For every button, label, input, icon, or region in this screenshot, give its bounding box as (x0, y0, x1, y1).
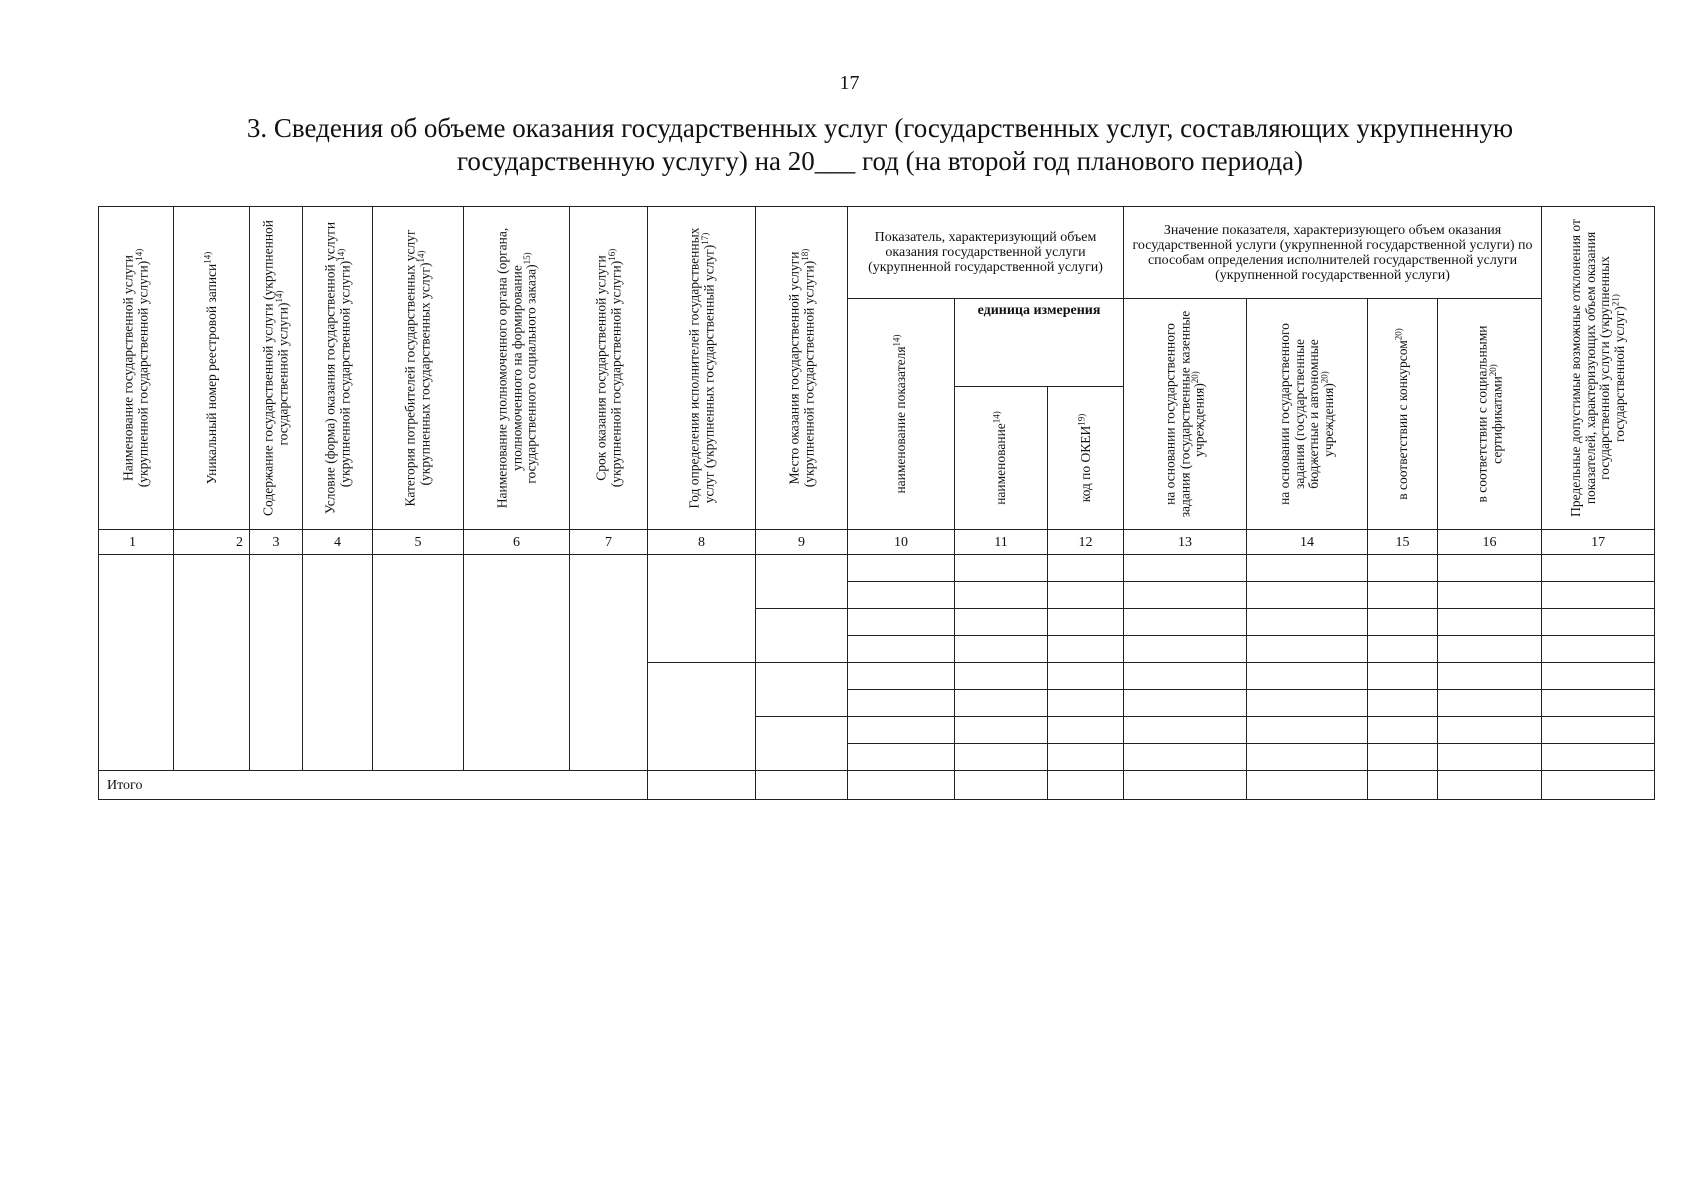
cell[interactable] (1124, 663, 1247, 690)
cell[interactable] (1542, 663, 1655, 690)
cell[interactable] (756, 771, 848, 800)
cell[interactable] (1542, 609, 1655, 636)
col-num-13: 13 (1124, 530, 1247, 555)
cell-c1[interactable] (99, 555, 174, 771)
header-c3: Содержание государственной услуги (укрупненной государственной услуги)$^{14)}$ (250, 207, 303, 530)
header-c11: наименование$^{14)}$ (955, 387, 1048, 530)
cell-c8[interactable] (648, 663, 756, 771)
col-num-12: 12 (1048, 530, 1124, 555)
cell[interactable] (1048, 717, 1124, 744)
cell[interactable] (1542, 690, 1655, 717)
cell[interactable] (848, 582, 955, 609)
col-num-16: 16 (1438, 530, 1542, 555)
header-c13: на основании государственного задания (государственные казенные учреждения)$^{20)}$ (1124, 299, 1247, 530)
cell[interactable] (848, 609, 955, 636)
cell[interactable] (848, 636, 955, 663)
cell[interactable] (1048, 663, 1124, 690)
cell[interactable] (955, 690, 1048, 717)
cell[interactable] (1438, 609, 1542, 636)
col-num-10: 10 (848, 530, 955, 555)
cell[interactable] (848, 744, 955, 771)
cell[interactable] (1124, 690, 1247, 717)
header-unit-group: единица измерения (955, 299, 1124, 387)
cell[interactable] (1542, 636, 1655, 663)
header-c14: на основании государственного задания (государственные бюджетные и автономные учреждения)$^{20)}$ (1247, 299, 1368, 530)
header-group-indicator: Показатель, характеризующий объем оказания государственной услуги (укрупненной государственной услуги) (848, 207, 1124, 299)
header-c4: Условие (форма) оказания государственной услуги (укрупненной государственной услуги)$^{14)}$ (303, 207, 373, 530)
cell[interactable] (1368, 582, 1438, 609)
cell[interactable] (648, 771, 756, 800)
section-title (180, 112, 1580, 178)
header-c6: Наименование уполномоченного органа (органа, уполномоченного на формирование государственного социального заказа)$^{15)}$ (464, 207, 570, 530)
cell[interactable] (1368, 663, 1438, 690)
col-num-17: 17 (1542, 530, 1655, 555)
title-line-2: государственную услугу) на 20___ год (на второй год планового периода) (456, 146, 1304, 176)
col-num-6: 6 (464, 530, 570, 555)
column-number-row (99, 530, 1655, 555)
cell-c9[interactable] (756, 717, 848, 771)
cell[interactable] (1368, 636, 1438, 663)
cell-c6[interactable] (464, 555, 570, 771)
cell[interactable] (848, 690, 955, 717)
cell[interactable] (1124, 609, 1247, 636)
cell[interactable] (848, 663, 955, 690)
cell[interactable] (1048, 744, 1124, 771)
cell-c3[interactable] (250, 555, 303, 771)
header-c12: код по ОКЕИ$^{19)}$ (1048, 387, 1124, 530)
cell[interactable] (955, 744, 1048, 771)
header-c9: Место оказания государственной услуги (укрупненной государственной услуги)$^{18)}$ (756, 207, 848, 530)
cell[interactable] (1247, 636, 1368, 663)
col-num-14: 14 (1247, 530, 1368, 555)
cell[interactable] (1124, 717, 1247, 744)
cell-c5[interactable] (373, 555, 464, 771)
col-num-8: 8 (648, 530, 756, 555)
col-num-4: 4 (303, 530, 373, 555)
header-c8: Год определения исполнителей государственных услуг (укрупненных государственный услуг)$^{17)}$ (648, 207, 756, 530)
table-row (99, 555, 1655, 582)
cell[interactable] (1247, 555, 1368, 582)
cell[interactable] (955, 717, 1048, 744)
header-c1: Наименование государственной услуги (укрупненной государственной услуги)$^{14)}$ (99, 207, 174, 530)
cell[interactable] (1247, 663, 1368, 690)
header-c5: Категория потребителей государственных услуг (укрупненных государственных услуг)$^{14)}$ (373, 207, 464, 530)
cell[interactable] (1247, 609, 1368, 636)
col-num-7: 7 (570, 530, 648, 555)
cell[interactable] (1368, 555, 1438, 582)
header-c10: наименование показателя$^{14)}$ (848, 299, 955, 530)
cell[interactable] (1438, 555, 1542, 582)
cell[interactable] (1247, 690, 1368, 717)
cell[interactable] (1124, 582, 1247, 609)
cell[interactable] (1247, 771, 1368, 800)
cell[interactable] (955, 555, 1048, 582)
cell[interactable] (1438, 582, 1542, 609)
cell[interactable] (955, 609, 1048, 636)
header-c17: Предельные допустимые возможные отклонения от показателей, характеризующих объем оказания государственной услуги (укрупненных государственной услуг)$^{21)}$ (1542, 207, 1655, 530)
cell[interactable] (1438, 717, 1542, 744)
cell[interactable] (848, 771, 955, 800)
title-line-1: 3. Сведения об объеме оказания государственных услуг (государственных услуг, составляющих укрупненную (246, 113, 1514, 143)
cell[interactable] (1542, 582, 1655, 609)
cell[interactable] (1368, 690, 1438, 717)
total-row (99, 771, 1655, 800)
volume-table (98, 206, 1654, 808)
cell[interactable] (1048, 582, 1124, 609)
cell[interactable] (1438, 771, 1542, 800)
cell[interactable] (1048, 771, 1124, 800)
header-c16: в соответствии с социальными сертификатами$^{20)}$ (1438, 299, 1542, 530)
cell[interactable] (1368, 744, 1438, 771)
col-num-11: 11 (955, 530, 1048, 555)
header-c7: Срок оказания государственной услуги (укрупненной государственной услуги)$^{16)}$ (570, 207, 648, 530)
cell[interactable] (1542, 771, 1655, 800)
col-num-3: 3 (250, 530, 303, 555)
cell[interactable] (955, 582, 1048, 609)
cell[interactable] (1247, 717, 1368, 744)
cell[interactable] (1368, 717, 1438, 744)
cell[interactable] (1124, 744, 1247, 771)
cell[interactable] (848, 717, 955, 744)
cell-c9[interactable] (756, 609, 848, 663)
cell[interactable] (1048, 690, 1124, 717)
cell[interactable] (1124, 771, 1247, 800)
col-num-2: 2 (174, 530, 250, 555)
cell[interactable] (1048, 609, 1124, 636)
cell[interactable] (1124, 555, 1247, 582)
cell[interactable] (955, 771, 1048, 800)
cell[interactable] (1048, 555, 1124, 582)
cell[interactable] (1438, 636, 1542, 663)
col-num-15: 15 (1368, 530, 1438, 555)
cell-c9[interactable] (756, 555, 848, 609)
cell[interactable] (955, 663, 1048, 690)
cell[interactable] (955, 636, 1048, 663)
cell[interactable] (848, 555, 955, 582)
page-number: 17 (839, 72, 860, 94)
cell[interactable] (1247, 582, 1368, 609)
cell[interactable] (1438, 690, 1542, 717)
cell[interactable] (1542, 555, 1655, 582)
cell-c9[interactable] (756, 663, 848, 717)
volume-grid (98, 206, 1655, 800)
col-num-1: 1 (99, 530, 174, 555)
col-num-5: 5 (373, 530, 464, 555)
cell-c8[interactable] (648, 555, 756, 663)
cell[interactable] (1048, 636, 1124, 663)
cell[interactable] (1542, 744, 1655, 771)
cell[interactable] (1438, 744, 1542, 771)
total-label: Итого (99, 771, 648, 800)
header-c15: в соответствии с конкурсом$^{20)}$ (1368, 299, 1438, 530)
cell[interactable] (1368, 771, 1438, 800)
cell[interactable] (1542, 717, 1655, 744)
cell-c4[interactable] (303, 555, 373, 771)
cell-c7[interactable] (570, 555, 648, 771)
cell[interactable] (1124, 636, 1247, 663)
header-group-value: Значение показателя, характеризующего объем оказания государственной услуги (укрупненной государственной услуги) по способам определения исполнителей государственной услуги (укрупненной государственной услуги) (1124, 207, 1542, 299)
cell-c2[interactable] (174, 555, 250, 771)
header-c2: Уникальный номер реестровой записи$^{14)}$ (174, 207, 250, 530)
cell[interactable] (1368, 609, 1438, 636)
cell[interactable] (1247, 744, 1368, 771)
col-num-9: 9 (756, 530, 848, 555)
cell[interactable] (1438, 663, 1542, 690)
